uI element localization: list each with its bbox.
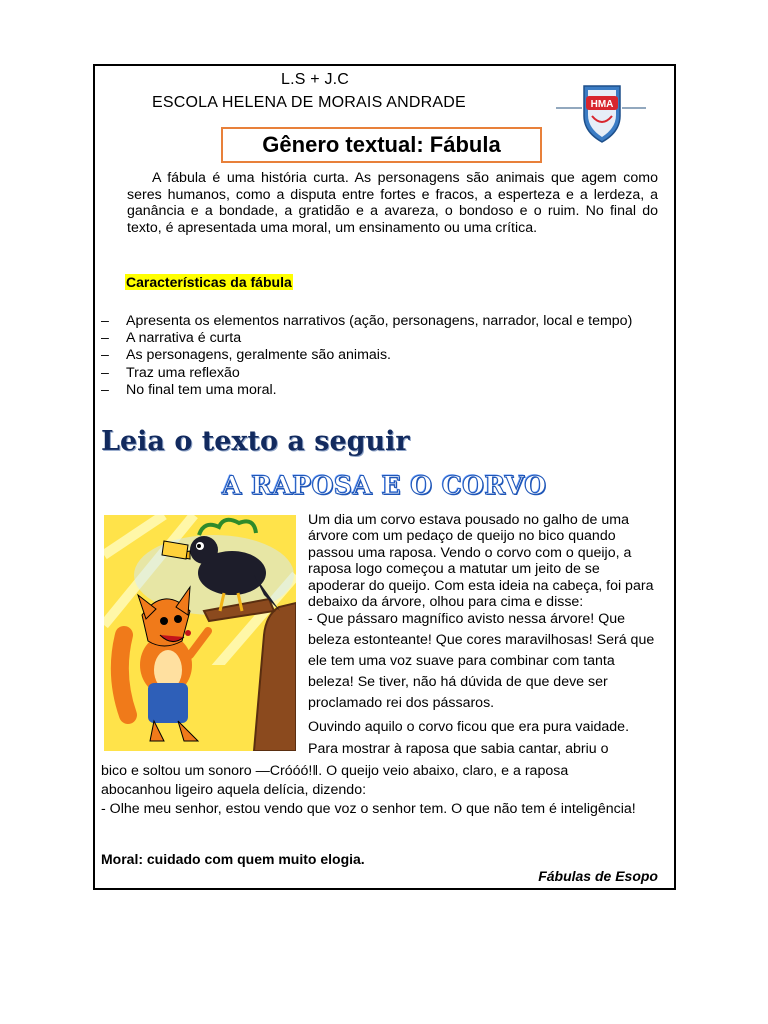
- list-item-text: No final tem uma moral.: [126, 381, 277, 398]
- fox-and-crow-illustration: [104, 515, 296, 751]
- characteristics-heading-text: Características da fábula: [126, 274, 292, 290]
- story-paragraph-4: Para mostrar à raposa que sabia cantar, abriu o: [308, 741, 609, 757]
- characteristics-list: [101, 313, 641, 399]
- list-item: [101, 365, 641, 382]
- list-item-text: Traz uma reflexão: [126, 364, 240, 381]
- story-paragraph-7: - Olhe meu senhor, estou vendo que voz o senhor tem. O que não tem é inteligência!: [101, 801, 636, 817]
- bullet-dash: –: [101, 313, 109, 329]
- story-paragraph-1: Um dia um corvo estava pousado no galho de uma árvore com um pedaço de queijo no bico quando passou uma raposa. Vendo o corvo com o queijo, a raposa logo começou a matutar um jeito de se apoderar do queijo. Com esta ideia na cabeça, foi para debaixo da árvore, olhou para cima e disse:: [308, 512, 654, 611]
- authors: L.S + J.C: [281, 71, 350, 88]
- list-item-text: A narrativa é curta: [126, 330, 242, 347]
- characteristics-heading: [125, 274, 293, 292]
- bullet-dash: –: [101, 364, 109, 381]
- story-title: A RAPOSA E O CORVO: [222, 471, 547, 500]
- list-item-text: As personagens, geralmente são animais.: [126, 347, 391, 364]
- bullet-dash: –: [101, 330, 109, 347]
- read-heading: Leia o texto a seguir: [101, 426, 410, 457]
- story-moral: Moral: cuidado com quem muito elogia.: [101, 851, 365, 867]
- story-paragraph-6: abocanhou ligeiro aquela delícia, dizendo:: [101, 782, 367, 798]
- school-name: ESCOLA HELENA DE MORAIS ANDRADE: [152, 94, 466, 111]
- school-logo: [556, 82, 648, 146]
- bullet-dash: –: [101, 347, 109, 364]
- list-item: [101, 330, 641, 347]
- page-title: Gênero textual: Fábula: [221, 127, 542, 163]
- list-item: [101, 313, 641, 330]
- list-item: [101, 347, 641, 364]
- story-paragraph-5: bico e soltou um sonoro ―Cróóó!‖. O queijo veio abaixo, claro, e a raposa: [101, 763, 569, 779]
- intro-paragraph: A fábula é uma história curta. As personagens são animais que agem como seres humanos, como a disputa entre fortes e fracos, a esperteza e a lerdeza, a ganância e a bondade, a gratidão e a avareza, o bondoso e o ruim. No final do texto, é apresentada uma moral, um ensinamento ou uma crítica.: [127, 170, 658, 236]
- bullet-dash: –: [101, 381, 109, 398]
- story-source: Fábulas de Esopo: [538, 868, 658, 884]
- svg-text:HMA: HMA: [590, 99, 614, 110]
- story-paragraph-3: Ouvindo aquilo o corvo ficou que era pura vaidade.: [308, 719, 630, 735]
- list-item-text: Apresenta os elementos narrativos (ação, personagens, narrador, local e tempo): [126, 313, 633, 329]
- story-paragraph-2: - Que pássaro magnífico avisto nessa árvore! Que beleza estonteante! Que cores maravilhosas! Será que ele tem uma voz suave para combinar com tanta beleza! Se tiver, não há dúvida de que deve ser proclamado rei dos pássaros.: [308, 611, 655, 711]
- list-item: [101, 382, 641, 399]
